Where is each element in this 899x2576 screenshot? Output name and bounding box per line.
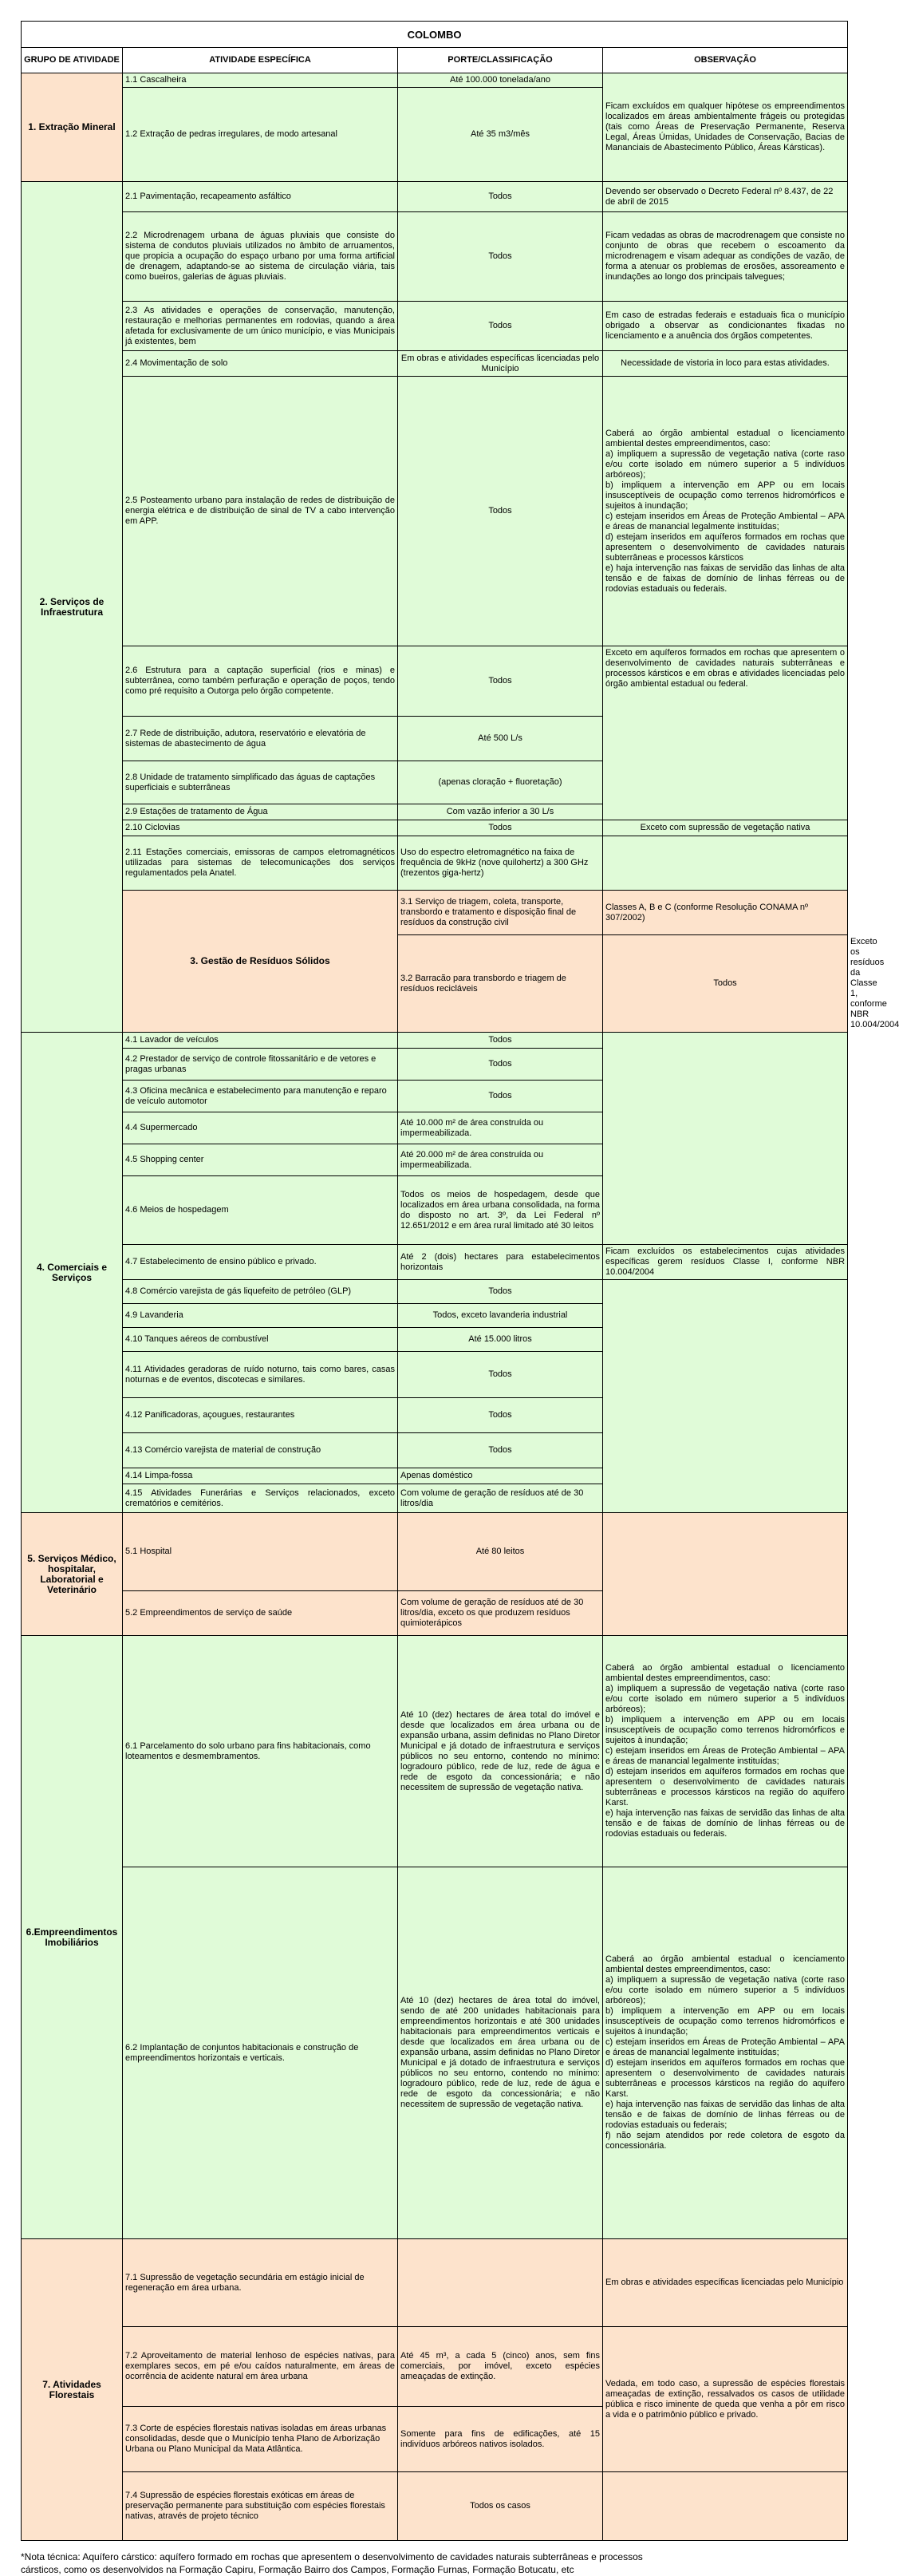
obs-line: b) impliquem a intervenção em APP ou em locais insusceptíveis de ocupação como terrenos hidromórficos e sujeitos à inundação; <box>605 480 846 511</box>
group-cell: 1. Extração Mineral <box>22 73 123 182</box>
porte-cell: Com volume de geração de resíduos até de 30 litros/dia, exceto os que produzem resíduos quimioterápicos <box>398 1591 603 1636</box>
obs-line: d) estejam inseridos em aquíferos formados em rochas que apresentem o desenvolvimento de cavidades naturais subterrâneas e processos kársticos na região do aquífero Karst. <box>605 1767 846 1808</box>
obs-line: d) estejam inseridos em aquíferos formados em rochas que apresentem o desenvolvimento de cavidades naturais subterrâneas e processos kársticos na região do aquífero Karst. <box>605 2058 846 2099</box>
activity-cell: 4.5 Shopping center <box>123 1144 398 1176</box>
activity-cell: 1.1 Cascalheira <box>123 73 398 88</box>
activity-cell: 2.11 Estações comerciais, emissoras de campos eletromagnéticos utilizadas para sistemas de telecomunicações dos serviços regulamentados pela Anatel. <box>123 836 398 891</box>
porte-cell: Todos os casos <box>398 2472 603 2541</box>
obs-line: b) impliquem a intervenção em APP ou em locais insusceptíveis de ocupação como terrenos hidromórficos e sujeitos à inundação; <box>605 1715 846 1745</box>
activity-cell: 4.9 Lavanderia <box>123 1304 398 1328</box>
observation-cell: Em obras e atividades específicas licenciadas pelo Município <box>603 2239 848 2327</box>
activity-cell: 7.4 Supressão de espécies florestais exóticas em áreas de preservação permanente para substituição com espécies florestais nativas, através de projeto técnico <box>123 2472 398 2541</box>
activity-cell: 2.9 Estações de tratamento de Água <box>123 804 398 820</box>
table-row <box>22 73 848 88</box>
activity-cell: 4.10 Tanques aéreos de combustível <box>123 1328 398 1352</box>
porte-cell: Até 35 m3/mês <box>398 88 603 182</box>
porte-cell: Todos <box>398 182 603 212</box>
group-cell: 7. Atividades Florestais <box>22 2239 123 2541</box>
porte-cell: Todos <box>603 935 848 1033</box>
table-row <box>22 182 848 212</box>
header-grupo: GRUPO DE ATIVIDADE <box>22 48 123 73</box>
porte-cell: Com vazão inferior a 30 L/s <box>398 804 603 820</box>
porte-cell: Somente para fins de edificações, até 15 indivíduos arbóreos nativos isolados. <box>398 2407 603 2472</box>
table-row <box>22 1033 848 1049</box>
porte-cell: Classes A, B e C (conforme Resolução CONAMA nº 307/2002) <box>603 891 848 935</box>
activity-cell: 2.4 Movimentação de solo <box>123 351 398 377</box>
activity-cell: 1.2 Extração de pedras irregulares, de modo artesanal <box>123 88 398 182</box>
obs-line: f) não sejam atendidos por rede coletora de esgoto da concessionária. <box>605 2131 846 2151</box>
activity-cell: 4.2 Prestador de serviço de controle fitossanitário e de vetores e pragas urbanas <box>123 1049 398 1081</box>
activity-cell: 4.3 Oficina mecânica e estabelecimento para manutenção e reparo de veículo automotor <box>123 1081 398 1112</box>
table-row <box>22 646 848 717</box>
group-cell: 3. Gestão de Resíduos Sólidos <box>123 891 398 1033</box>
obs-line: e) haja intervenção nas faixas de servidão das linhas de alta tensão e de faixas de domínio de linhas férreas ou de rodovias estaduais ou federais; <box>605 2100 846 2130</box>
porte-cell: Todos <box>398 1033 603 1049</box>
activity-cell: 3.1 Serviço de triagem, coleta, transporte, transbordo e tratamento e disposição final de resíduos da construção civil <box>398 891 603 935</box>
activity-cell: 4.7 Estabelecimento de ensino público e privado. <box>123 1245 398 1280</box>
porte-cell: Até 15.000 litros <box>398 1328 603 1352</box>
activity-cell: 2.3 As atividades e operações de conservação, manutenção, restauração e melhorias permanentes em rodovias, quando a área afetada for exclusivamente de um único município, e vias Municipais já existentes, bem <box>123 302 398 351</box>
activity-cell: 4.1 Lavador de veículos <box>123 1033 398 1049</box>
porte-cell: Até 10.000 m² de área construída ou impermeabilizada. <box>398 1112 603 1144</box>
obs-line: Caberá ao órgão ambiental estadual o icenciamento ambiental destes empreendimentos, caso: <box>605 1954 846 1974</box>
group-cell: 4. Comerciais e Serviços <box>22 1033 123 1513</box>
technical-note <box>21 2550 847 2576</box>
table-row <box>22 820 848 836</box>
activities-table <box>21 21 899 2541</box>
obs-line: Caberá ao órgão ambiental estadual o licenciamento ambiental destes empreendimentos, caso: <box>605 1663 846 1683</box>
porte-cell: Até 80 leitos <box>398 1513 603 1591</box>
observation-cell: Devendo ser observado o Decreto Federal nº 8.437, de 22 de abril de 2015 <box>603 182 848 212</box>
activity-cell: 6.2 Implantação de conjuntos habitacionais e construção de empreendimentos horizontais e verticais. <box>123 1867 398 2239</box>
obs-line: e) haja intervenção nas faixas de servidão das linhas de alta tensão e de faixas de domínio de linhas férreas ou de rodovias estaduais ou federais. <box>605 563 846 594</box>
table-row <box>22 1513 848 1591</box>
porte-cell: Todos <box>398 1352 603 1398</box>
obs-line: Caberá ao órgão ambiental estadual o licenciamento ambiental destes empreendimentos, caso: <box>605 428 846 448</box>
table-row <box>22 351 848 377</box>
activity-cell: 2.8 Unidade de tratamento simplificado das águas de captações superficiais e subterrâneas <box>123 761 398 804</box>
activity-cell: 5.2 Empreendimentos de serviço de saúde <box>123 1591 398 1636</box>
header-porte: PORTE/CLASSIFICAÇÃO <box>398 48 603 73</box>
activity-cell: 7.3 Corte de espécies florestais nativas isoladas em áreas urbanas consolidadas, desde que o Município tenha Plano de Arborização Urbana ou Plano Municipal da Mata Atlântica. <box>123 2407 398 2472</box>
observation-cell: Em caso de estradas federais e estaduais fica o município obrigado a observar as condicionantes fixadas no licenciamento e a anuência dos órgãos competentes. <box>603 302 848 351</box>
porte-cell: Até 2 (dois) hectares para estabelecimentos horizontais <box>398 1245 603 1280</box>
porte-cell: Todos <box>398 646 603 717</box>
activity-cell: 4.11 Atividades geradoras de ruído noturno, tais como bares, casas noturnas e de eventos, discotecas e similares. <box>123 1352 398 1398</box>
observation-cell <box>603 1033 848 1245</box>
table-row <box>22 1280 848 1304</box>
activity-cell: 4.13 Comércio varejista de material de construção <box>123 1433 398 1468</box>
porte-cell: Até 10 (dez) hectares de área total do imóvel e desde que localizados em área urbana ou de expansão urbana, assim definidas no Plano Diretor Municipal e já dotado de infraestrutura e serviços públicos no seu entorno, contendo no mínimo: logradouro público, rede de luz, rede de água e rede de esgoto da concessionária; e não necessitem de supressão de vegetação nativa. <box>398 1636 603 1867</box>
porte-cell: Todos <box>398 1280 603 1304</box>
obs-line: b) impliquem a intervenção em APP ou em locais insusceptíveis de ocupação como terrenos hidromórficos e sujeitos à inundação; <box>605 2006 846 2037</box>
observation-cell <box>603 1636 848 1867</box>
porte-cell: Todos <box>398 820 603 836</box>
table-row <box>22 1636 848 1867</box>
observation-cell: Ficam excluídos em qualquer hipótese os empreendimentos localizados em áreas ambientalmente frágeis ou protegidas (tais como Áreas de Preservação Permanente, Reserva Legal, Áreas Úmidas, Unidades de Conservação, Bacias de Mananciais de Abastecimento Público, Áreas Kársticas). <box>603 73 848 182</box>
table-row <box>22 212 848 302</box>
activity-cell: 4.12 Panificadoras, açougues, restaurantes <box>123 1398 398 1433</box>
observation-cell: Ficam excluídos os estabelecimentos cujas atividades específicas gerem resíduos Classe I, conforme NBR 10.004/2004 <box>603 1245 848 1280</box>
porte-cell: Todos <box>398 302 603 351</box>
activity-cell: 4.8 Comércio varejista de gás liquefeito de petróleo (GLP) <box>123 1280 398 1304</box>
observation-cell <box>603 836 848 891</box>
observation-cell <box>603 1867 848 2239</box>
title-row <box>22 22 848 48</box>
group-cell: 6.Empreendimentos Imobiliários <box>22 1636 123 2239</box>
header-atividade: ATIVIDADE ESPECÍFICA <box>123 48 398 73</box>
group-cell: 2. Serviços de Infraestrutura <box>22 182 123 1033</box>
table-row <box>22 1867 848 2239</box>
obs-line: d) estejam inseridos em aquíferos formados em rochas que apresentem o desenvolvimento de cavidades naturais subterrâneas e processos kársticos <box>605 531 846 563</box>
table-title: COLOMBO <box>22 22 848 48</box>
porte-cell <box>398 2239 603 2327</box>
note-line: *Nota técnica: Aquífero cárstico: aquífero formado em rochas que apresentem o desenvolvimento de cavidades naturais subterrâneas e processos <box>21 2551 643 2562</box>
observation-cell: Necessidade de vistoria in loco para estas atividades. <box>603 351 848 377</box>
table-row <box>22 2472 848 2541</box>
activity-cell: 2.6 Estrutura para a captação superficial (rios e minas) e subterrânea, como também perfuração e operação de poços, tendo como pré requisito a Outorga pelo órgão competente. <box>123 646 398 717</box>
activity-cell: 2.5 Posteamento urbano para instalação de redes de distribuição de energia elétrica e de distribuição de sinal de TV a cabo intervenção em APP. <box>123 377 398 646</box>
obs-line: c) estejam inseridos em Áreas de Proteção Ambiental – APA e áreas de manancial legalmente instituídas; <box>605 511 846 531</box>
observation-cell <box>603 1280 848 1513</box>
obs-line: a) impliquem a supressão de vegetação nativa (corte raso e/ou corte isolado em número superior a 5 indivíduos arbóreos); <box>605 1684 846 1714</box>
table-row <box>22 2327 848 2407</box>
table-row: 3.2 Barracão para transbordo e triagem de resíduos recicláveis Todos Exceto os resíduos da Classe 1, conforme NBR 10.004/2004 <box>22 935 848 1033</box>
table-row <box>22 302 848 351</box>
activity-cell: 2.7 Rede de distribuição, adutora, reservatório e elevatória de sistemas de abastecimento de água <box>123 717 398 761</box>
porte-cell: Todos <box>398 1049 603 1081</box>
obs-line: e) haja intervenção nas faixas de servidão das linhas de alta tensão e de faixas de domínio de linhas férreas ou de rodovias estaduais ou federais. <box>605 1808 846 1839</box>
porte-cell: Até 10 (dez) hectares de área total do imóvel, sendo de até 200 unidades habitacionais para empreendimentos horizontais e até 300 unidades habitacionais para empreendimentos verticais e desde que localizados em área urbana ou de expansão urbana, assim definidas no Plano Diretor Municipal e já dotado de infraestrutura e serviços públicos no seu entorno, contendo no mínimo: logradouro público, rede de luz, rede de água e rede de esgoto da concessionária; e não necessitem de supressão de vegetação nativa. <box>398 1867 603 2239</box>
porte-cell: Todos <box>398 212 603 302</box>
activity-cell: 4.15 Atividades Funerárias e Serviços relacionados, exceto crematórios e cemitérios. <box>123 1484 398 1513</box>
porte-cell: Até 20.000 m² de área construída ou impermeabilizada. <box>398 1144 603 1176</box>
porte-cell: Todos os meios de hospedagem, desde que localizados em área urbana consolidada, na forma do disposto no art. 3º, da Lei Federal nº 12.651/2012 e em área rural limitado até 30 leitos <box>398 1176 603 1245</box>
table-row <box>22 377 848 646</box>
observation-cell: Exceto em aquíferos formados em rochas que apresentem o desenvolvimento de cavidades naturais subterrâneas e processos kársticos e em obras e atividades licenciadas pelo órgão ambiental estadual ou federal. <box>603 646 848 820</box>
header-row <box>22 48 848 73</box>
table-row <box>22 836 848 891</box>
activity-cell: 4.14 Limpa-fossa <box>123 1468 398 1484</box>
activity-cell: 5.1 Hospital <box>123 1513 398 1591</box>
note-line: cársticos, como os desenvolvidos na Formação Capiru, Formação Bairro dos Campos, Formação Furnas, Formação Botucatu, etc <box>21 2564 574 2575</box>
activity-cell: 4.4 Supermercado <box>123 1112 398 1144</box>
porte-cell: Todos, exceto lavanderia industrial <box>398 1304 603 1328</box>
header-observacao: OBSERVAÇÃO <box>603 48 848 73</box>
porte-cell: Uso do espectro eletromagnético na faixa de frequência de 9kHz (nove quilohertz) a 300 GHz (trezentos giga-hertz) <box>398 836 603 891</box>
obs-line: c) estejam inseridos em Áreas de Proteção Ambiental – APA e áreas de manancial legalmente instituídas; <box>605 1746 846 1766</box>
porte-cell: Apenas doméstico <box>398 1468 603 1484</box>
porte-cell: Com volume de geração de resíduos até de 30 litros/dia <box>398 1484 603 1513</box>
porte-cell: Todos <box>398 377 603 646</box>
activity-cell: 7.1 Supressão de vegetação secundária em estágio inicial de regeneração em área urbana. <box>123 2239 398 2327</box>
obs-line: a) impliquem a supressão de vegetação nativa (corte raso e/ou corte isolado em número superior a 5 indivíduos arbóreos); <box>605 448 846 480</box>
porte-cell: Em obras e atividades específicas licenciadas pelo Município <box>398 351 603 377</box>
observation-cell: Ficam vedadas as obras de macrodrenagem que consiste no conjunto de obras que recebem o escoamento da microdrenagem e visam adequar as condições de vazão, de forma a atenuar os problemas de erosões, assoreamento e inundações ao longo dos principais talvegues; <box>603 212 848 302</box>
observation-cell: Vedada, em todo caso, a supressão de espécies florestais ameaçadas de extinção, ressalvados os casos de utilidade pública e risco iminente de queda que venha a pôr em risco a vida e o patrimônio público e privado. <box>603 2327 848 2472</box>
observation-cell <box>603 1513 848 1636</box>
activity-cell: 7.2 Aproveitamento de material lenhoso de espécies nativas, para exemplares secos, em pé e/ou caídos naturalmente, em áreas de ocorrência de acidente natural em área urbana <box>123 2327 398 2407</box>
observation-cell <box>603 2472 848 2541</box>
porte-cell: Todos <box>398 1081 603 1112</box>
porte-cell: Até 45 m³, a cada 5 (cinco) anos, sem fins comerciais, por imóvel, exceto espécies ameaçadas de extinção. <box>398 2327 603 2407</box>
activity-cell: 3.2 Barracão para transbordo e triagem de resíduos recicláveis <box>398 935 603 1033</box>
activity-cell: 2.1 Pavimentação, recapeamento asfáltico <box>123 182 398 212</box>
observation-cell: Exceto com supressão de vegetação nativa <box>603 820 848 836</box>
activity-cell: 2.10 Ciclovias <box>123 820 398 836</box>
obs-line: c) estejam inseridos em Áreas de Proteção Ambiental – APA e áreas de manancial legalmente instituídas; <box>605 2037 846 2057</box>
porte-cell: Todos <box>398 1398 603 1433</box>
observation-cell <box>603 377 848 646</box>
activity-cell: 6.1 Parcelamento do solo urbano para fins habitacionais, como loteamentos e desmembramentos. <box>123 1636 398 1867</box>
table-row <box>22 891 848 935</box>
group-cell: 5. Serviços Médico, hospitalar, Laboratorial e Veterinário <box>22 1513 123 1636</box>
table-row <box>22 1245 848 1280</box>
obs-line: a) impliquem a supressão de vegetação nativa (corte raso e/ou corte isolado em número superior a 5 indivíduos arbóreos); <box>605 1975 846 2005</box>
porte-cell: Até 500 L/s <box>398 717 603 761</box>
porte-cell: (apenas cloração + fluoretação) <box>398 761 603 804</box>
activity-cell: 4.6 Meios de hospedagem <box>123 1176 398 1245</box>
activity-cell: 2.2 Microdrenagem urbana de águas pluviais que consiste do sistema de condutos pluviais utilizados no âmbito de arruamentos, que propicia a ocupação do espaço urbano por uma forma artificial de drenagem, adaptando-se ao sistema de circulação viária, tais como bueiros, galerias de águas pluviais. <box>123 212 398 302</box>
porte-cell: Todos <box>398 1433 603 1468</box>
table-row <box>22 2239 848 2327</box>
document-page <box>21 21 899 2576</box>
porte-cell: Até 100.000 tonelada/ano <box>398 73 603 88</box>
